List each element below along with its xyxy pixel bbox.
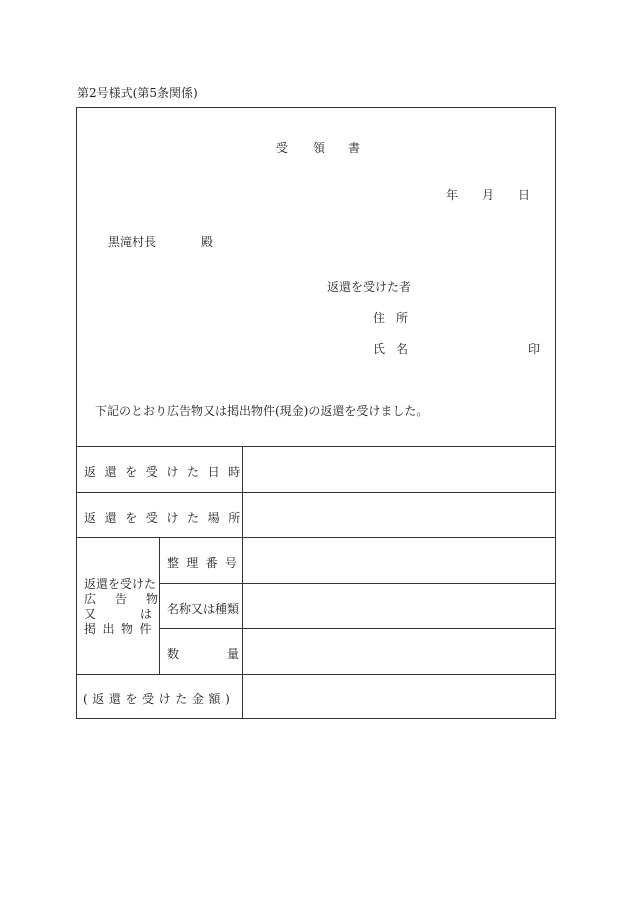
sub-label-quantity-char-2: 量	[227, 647, 240, 661]
date-day-label: 日	[518, 188, 531, 202]
statement-text: 下記のとおり広告物又は掲出物件(現金)の返還を受けました。	[95, 404, 429, 418]
name-label-char-1: 氏	[373, 342, 386, 356]
sub-label-number: 整理番号	[167, 556, 245, 570]
quantity-value-cell[interactable]	[243, 629, 556, 674]
receipt-form	[76, 107, 556, 719]
address-label-char-2: 所	[396, 311, 409, 325]
place-value-cell[interactable]	[243, 493, 556, 537]
group-label-line-1: 返還を受けた	[84, 577, 157, 591]
row-label-amount: (返還を受けた金額)	[83, 692, 235, 706]
date-year-label: 年	[446, 188, 459, 202]
number-value-cell[interactable]	[243, 538, 556, 583]
form-number-label: 第2号様式(第5条関係)	[77, 86, 198, 100]
sub-label-quantity-char-1: 数	[167, 647, 180, 661]
datetime-value-cell[interactable]	[243, 447, 556, 492]
addressee-name: 黒滝村長	[108, 235, 157, 249]
title-char-3: 書	[348, 141, 361, 155]
title-char-2: 領	[313, 141, 326, 155]
name-value-cell[interactable]	[243, 584, 556, 628]
name-label-char-2: 名	[396, 342, 409, 356]
address-label-char-1: 住	[373, 311, 386, 325]
group-label-line-3: 又は	[84, 607, 197, 621]
group-label-line-4: 掲出物件	[84, 622, 159, 636]
sub-label-name: 名称又は種類	[167, 602, 240, 616]
date-month-label: 月	[482, 188, 495, 202]
recipient-heading: 返還を受けた者	[327, 280, 412, 294]
row-label-datetime: 返還を受けた日時	[84, 465, 249, 479]
group-label-line-2: 広告物	[84, 592, 178, 606]
row-label-place: 返還を受けた場所	[84, 511, 249, 525]
amount-value-cell[interactable]	[243, 675, 556, 719]
addressee-honorific: 殿	[201, 235, 214, 249]
title-char-1: 受	[276, 141, 289, 155]
seal-mark: 印	[528, 342, 541, 356]
